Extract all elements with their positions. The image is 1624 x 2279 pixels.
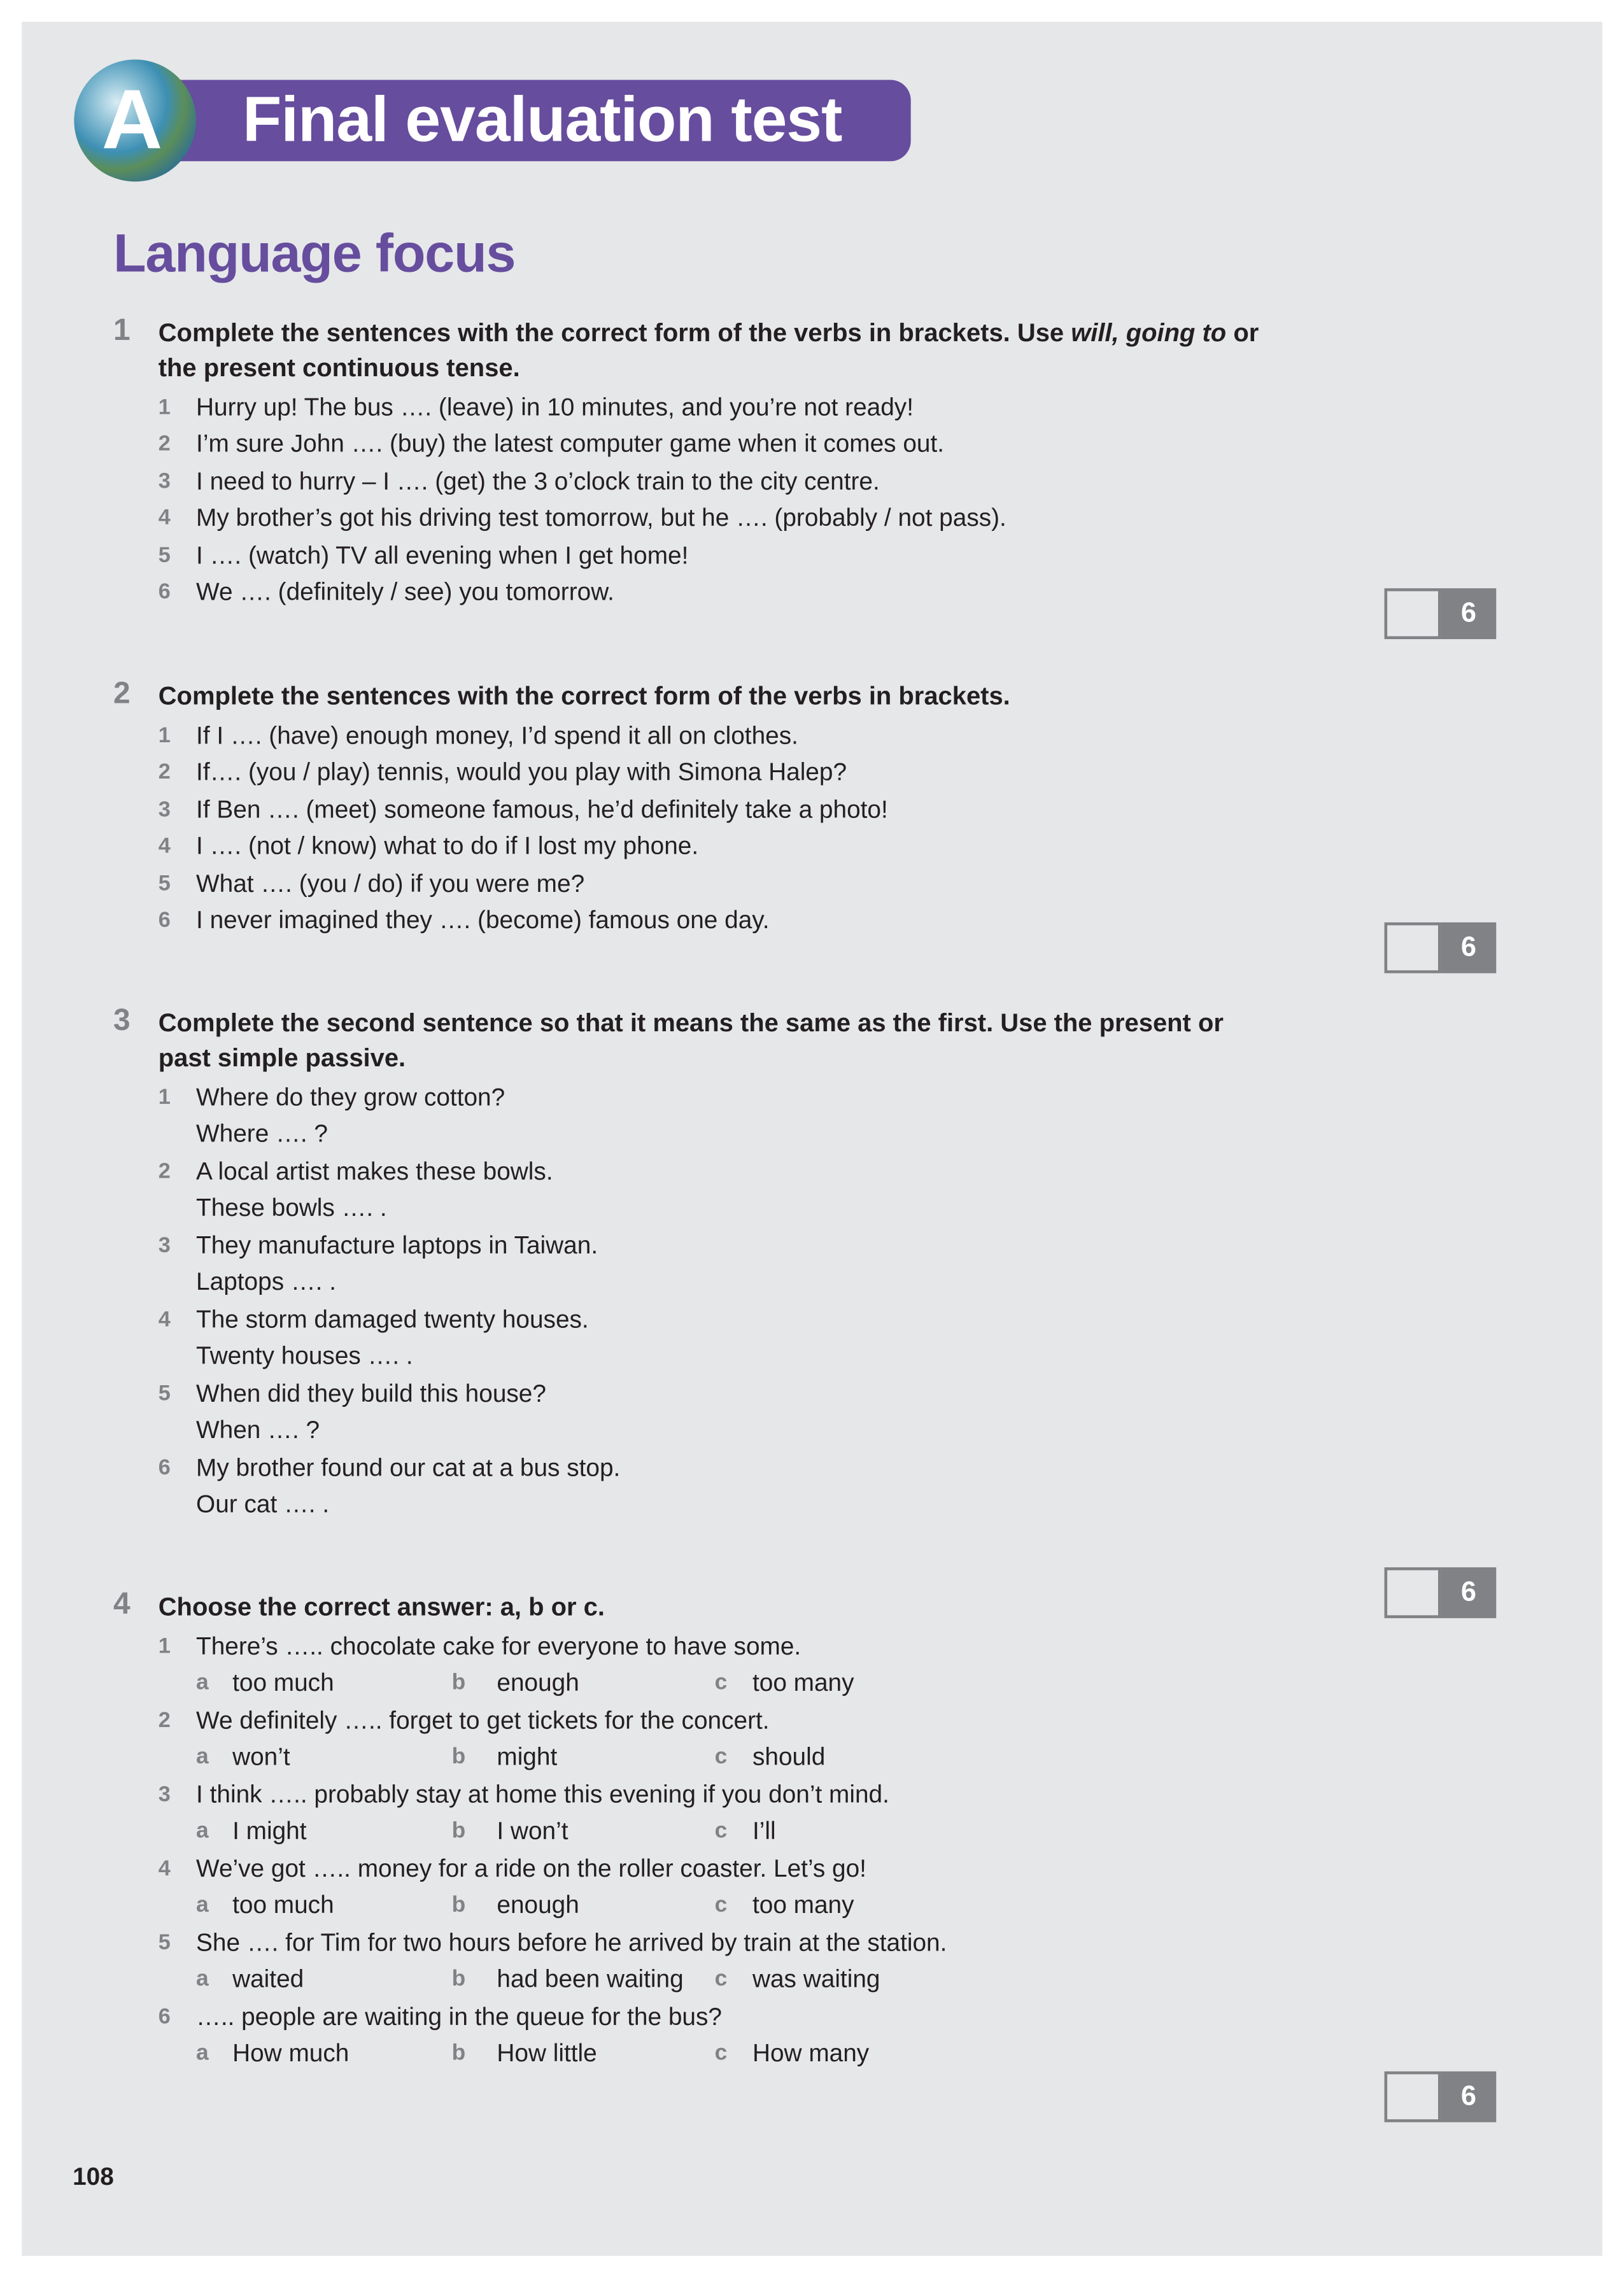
exercise-instruction: Complete the sentences with the correct form of the verbs in brackets. Use will, going to or: [158, 318, 1259, 348]
exercise-instruction: Choose the correct answer: a, b or c.: [158, 1591, 605, 1621]
item-number: 3: [158, 1782, 171, 1807]
option-letter: b: [451, 2040, 466, 2066]
item-text: Where …. ?: [196, 1120, 328, 1148]
item-text: What …. (you / do) if you were me?: [196, 870, 585, 898]
item-number: 6: [158, 908, 171, 933]
exercise-instruction: the present continuous tense.: [158, 353, 520, 383]
item-text: I never imagined they …. (become) famous one day.: [196, 907, 770, 935]
option-c[interactable]: was waiting: [752, 1965, 880, 1993]
item-text: Hurry up! The bus …. (leave) in 10 minutes, and you’re not ready!: [196, 393, 914, 421]
item-number: 5: [158, 542, 171, 568]
option-letter: a: [196, 2040, 209, 2066]
option-letter: c: [714, 1671, 728, 1696]
item-text: She …. for Tim for two hours before he arrived by train at the station.: [196, 1928, 947, 1956]
option-c[interactable]: too many: [752, 1669, 854, 1698]
option-a[interactable]: too much: [232, 1669, 334, 1698]
option-letter: c: [714, 1819, 728, 1844]
exercise-number: 4: [113, 1588, 131, 1621]
exercise-number: 3: [113, 1003, 131, 1038]
item-text: They manufacture laptops in Taiwan.: [196, 1231, 598, 1259]
option-letter: c: [714, 1966, 728, 1992]
item-number: 2: [158, 1159, 171, 1184]
option-b[interactable]: might: [497, 1743, 558, 1772]
option-b[interactable]: enough: [497, 1891, 579, 1919]
item-text: There’s ….. chocolate cake for everyone to have some.: [196, 1632, 801, 1661]
score-box: [1385, 1567, 1497, 1618]
option-a[interactable]: waited: [232, 1965, 304, 1993]
option-c[interactable]: I’ll: [752, 1817, 776, 1845]
score-box: [1385, 2071, 1497, 2122]
item-number: 1: [158, 395, 171, 420]
option-a[interactable]: How much: [232, 2039, 350, 2067]
item-number: 5: [158, 1381, 171, 1406]
option-a[interactable]: too much: [232, 1891, 334, 1919]
item-text: My brother found our cat at a bus stop.: [196, 1453, 621, 1481]
option-c[interactable]: too many: [752, 1891, 854, 1919]
option-letter: a: [196, 1893, 209, 1918]
item-text: The storm damaged twenty houses.: [196, 1305, 589, 1333]
item-number: 5: [158, 1930, 171, 1955]
option-letter: c: [714, 1893, 728, 1918]
section-heading: Language focus: [113, 223, 516, 283]
option-letter: b: [451, 1819, 466, 1844]
item-text: Our cat …. .: [196, 1490, 330, 1518]
option-b[interactable]: I won’t: [497, 1817, 568, 1845]
exercise-instruction: past simple passive.: [158, 1043, 406, 1072]
item-text: We’ve got ….. money for a ride on the roller coaster. Let’s go!: [196, 1854, 866, 1882]
exercise-instruction: Complete the second sentence so that it means the same as the first. Use the present or: [158, 1008, 1224, 1038]
item-text: When …. ?: [196, 1416, 320, 1444]
item-number: 2: [158, 1708, 171, 1733]
item-number: 3: [158, 469, 171, 494]
option-c[interactable]: should: [752, 1743, 826, 1772]
item-text: If I …. (have) enough money, I’d spend it all on clothes.: [196, 722, 798, 750]
option-letter: a: [196, 1819, 209, 1844]
item-text: ….. people are waiting in the queue for the bus?: [196, 2002, 722, 2030]
max-score: 6: [1441, 1567, 1497, 1618]
page-title: Final evaluation test: [243, 84, 842, 156]
item-number: 2: [158, 760, 171, 786]
option-letter: a: [196, 1966, 209, 1992]
score-input[interactable]: [1385, 1567, 1441, 1618]
item-text: If…. (you / play) tennis, would you play with Simona Halep?: [196, 759, 847, 787]
item-text: I’m sure John …. (buy) the latest computer game when it comes out.: [196, 430, 945, 458]
item-text: My brother’s got his driving test tomorrow, but he …. (probably / not pass).: [196, 504, 1006, 532]
item-number: 4: [158, 1306, 171, 1332]
option-letter: c: [714, 2040, 728, 2066]
item-number: 4: [158, 1856, 171, 1881]
option-a[interactable]: won’t: [232, 1743, 290, 1772]
item-text: We definitely ….. forget to get tickets for the concert.: [196, 1706, 770, 1735]
item-text: We …. (definitely / see) you tomorrow.: [196, 578, 614, 607]
unit-letter: A: [101, 73, 163, 167]
exercise-instruction: Complete the sentences with the correct form of the verbs in brackets.: [158, 681, 1010, 710]
option-b[interactable]: How little: [497, 2039, 597, 2067]
item-number: 3: [158, 1232, 171, 1258]
score-input[interactable]: [1385, 922, 1441, 973]
item-text: Laptops …. .: [196, 1268, 336, 1296]
score-box: [1385, 588, 1497, 639]
item-text: I …. (watch) TV all evening when I get home!: [196, 541, 689, 570]
item-number: 2: [158, 432, 171, 457]
exercise-number: 2: [113, 677, 131, 710]
exercise-number: 1: [113, 313, 131, 348]
option-letter: b: [451, 1966, 466, 1992]
item-text: Twenty houses …. .: [196, 1342, 413, 1371]
max-score: 6: [1441, 2071, 1497, 2122]
option-letter: c: [714, 1745, 728, 1770]
item-number: 1: [158, 723, 171, 749]
item-number: 4: [158, 834, 171, 859]
score-box: [1385, 922, 1497, 973]
item-text: When did they build this house?: [196, 1379, 546, 1408]
item-number: 3: [158, 797, 171, 822]
option-letter: a: [196, 1745, 209, 1770]
page-number: 108: [73, 2163, 114, 2191]
option-letter: b: [451, 1745, 466, 1770]
item-number: 6: [158, 1455, 171, 1480]
item-text: A local artist makes these bowls.: [196, 1157, 553, 1185]
item-number: 1: [158, 1634, 171, 1659]
score-input[interactable]: [1385, 2071, 1441, 2122]
item-text: I need to hurry – I …. (get) the 3 o’clock train to the city centre.: [196, 467, 880, 495]
option-letter: b: [451, 1671, 466, 1696]
item-text: If Ben …. (meet) someone famous, he’d definitely take a photo!: [196, 796, 888, 824]
option-letter: b: [451, 1893, 466, 1918]
item-text: I …. (not / know) what to do if I lost my phone.: [196, 833, 699, 861]
option-c[interactable]: How many: [752, 2039, 870, 2067]
item-number: 5: [158, 871, 171, 896]
item-number: 1: [158, 1085, 171, 1110]
option-b[interactable]: had been waiting: [497, 1965, 684, 1993]
item-number: 4: [158, 505, 171, 531]
option-b[interactable]: enough: [497, 1669, 579, 1698]
option-a[interactable]: I might: [232, 1817, 307, 1845]
item-number: 6: [158, 2003, 171, 2029]
item-text: These bowls …. .: [196, 1194, 387, 1222]
item-text: Where do they grow cotton?: [196, 1083, 505, 1111]
max-score: 6: [1441, 922, 1497, 973]
max-score: 6: [1441, 588, 1497, 639]
score-input[interactable]: [1385, 588, 1441, 639]
item-text: I think ….. probably stay at home this evening if you don’t mind.: [196, 1781, 889, 1809]
item-number: 6: [158, 580, 171, 605]
option-letter: a: [196, 1671, 209, 1696]
